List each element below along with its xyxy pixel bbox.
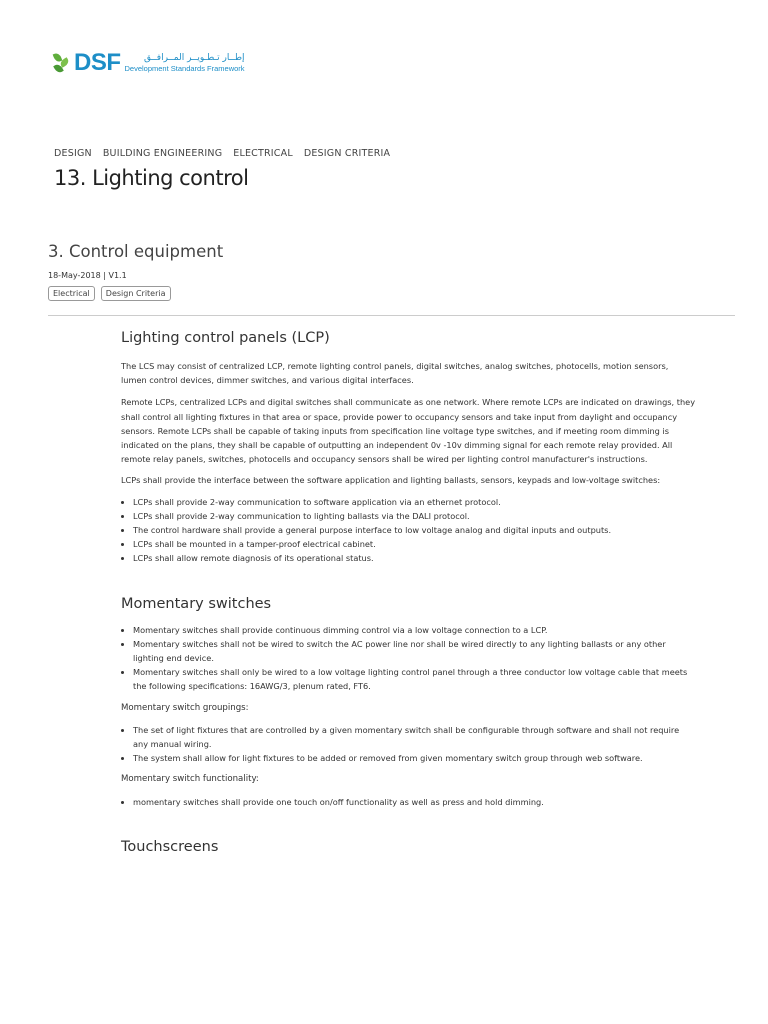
breadcrumb-building-engineering[interactable]: BUILDING ENGINEERING bbox=[102, 148, 223, 159]
list-item: • LCPs shall be mounted in a tamper-proof electrical cabinet. bbox=[133, 537, 696, 551]
lcp-paragraph-3: LCPs shall provide the interface between the software application and lighting ballasts, sensors, keypads and low-voltage switches: bbox=[121, 475, 661, 486]
list-item: • LCPs shall provide 2-way communication to software application via an ethernet protocol. bbox=[133, 495, 696, 509]
list-item: • Momentary switches shall provide continuous dimming control via a low voltage connection to a LCP. bbox=[133, 623, 696, 637]
article-content bbox=[121, 330, 696, 855]
breadcrumb-design-criteria[interactable]: DESIGN CRITERIA bbox=[303, 148, 391, 159]
touchscreens-heading: Touchscreens bbox=[121, 838, 219, 855]
breadcrumb bbox=[54, 148, 390, 159]
lcp-paragraph-1: The LCS may consist of centralized LCP, remote lighting control panels, digital switches, analog switches, photocells, motion sensors, lumen control devices, dimmer switches, and various digital interfaces. bbox=[121, 361, 669, 386]
section-title: 3. Control equipment bbox=[48, 242, 224, 261]
logo-brand-text: DSF bbox=[74, 49, 121, 76]
tag-electrical[interactable]: Electrical bbox=[48, 286, 95, 301]
page-title: 13. Lighting control bbox=[54, 166, 249, 190]
section-meta: 18-May-2018 | V1.1 bbox=[48, 271, 127, 280]
logo-english-text: Development Standards Framework bbox=[124, 63, 245, 73]
momentary-groupings-list bbox=[121, 723, 696, 766]
lcp-paragraph-2: Remote LCPs, centralized LCPs and digital switches shall communicate as one network. Where remote LCPs are indicated on drawings, they shall control all lighting fixtures in that area or space, provide power to occupancy sensors and take input from daylight and occupancy sensors. Remote LCPs shall be capable of taking inputs from specification line voltage type switches, and if meeting room dimming is indicated on the plans, they shall be capable of outputting an independent 0v -10v dimming signal for each remote relay provided. All remote relay panels, switches, photocells and occupancy sensors shall be wired per lighting control manufacturer's instructions. bbox=[121, 397, 696, 465]
logo-arabic-text: إطــار تـطـويــر المــرافــق bbox=[143, 52, 245, 63]
momentary-switches-heading: Momentary switches bbox=[121, 595, 272, 612]
section-divider bbox=[48, 315, 735, 316]
lcp-heading: Lighting control panels (LCP) bbox=[121, 330, 330, 346]
momentary-groupings-label: Momentary switch groupings: bbox=[121, 702, 249, 713]
site-logo[interactable] bbox=[52, 50, 245, 76]
momentary-list bbox=[121, 623, 696, 694]
dsf-leaf-logo-icon bbox=[52, 52, 70, 74]
momentary-functionality-label: Momentary switch functionality: bbox=[121, 774, 259, 785]
momentary-functionality-list bbox=[121, 795, 696, 809]
list-item: • The control hardware shall provide a general purpose interface to low voltage analog and digital inputs and outputs. bbox=[133, 523, 696, 537]
breadcrumb-electrical[interactable]: ELECTRICAL bbox=[233, 148, 293, 159]
lcp-list bbox=[121, 495, 696, 566]
list-item: • Momentary switches shall not be wired to switch the AC power line nor shall be wired directly to any lighting ballasts or any other lighting end device. bbox=[133, 637, 696, 665]
tag-list bbox=[48, 286, 171, 301]
list-item: • The system shall allow for light fixtures to be added or removed from given momentary switch group through web software. bbox=[133, 751, 696, 765]
list-item: • momentary switches shall provide one touch on/off functionality as well as press and hold dimming. bbox=[133, 795, 696, 809]
list-item: • The set of light fixtures that are controlled by a given momentary switch shall be configurable through software and shall not require any manual wiring. bbox=[133, 723, 696, 751]
list-item: • LCPs shall provide 2-way communication to lighting ballasts via the DALI protocol. bbox=[133, 509, 696, 523]
tag-design-criteria[interactable]: Design Criteria bbox=[101, 286, 171, 301]
list-item: • Momentary switches shall only be wired to a low voltage lighting control panel through a three conductor low voltage cable that meets the following specifications: 16AWG/3, plenum rated, FT6. bbox=[133, 665, 696, 693]
list-item: • LCPs shall allow remote diagnosis of its operational status. bbox=[133, 551, 696, 565]
breadcrumb-design[interactable]: DESIGN bbox=[54, 148, 92, 159]
